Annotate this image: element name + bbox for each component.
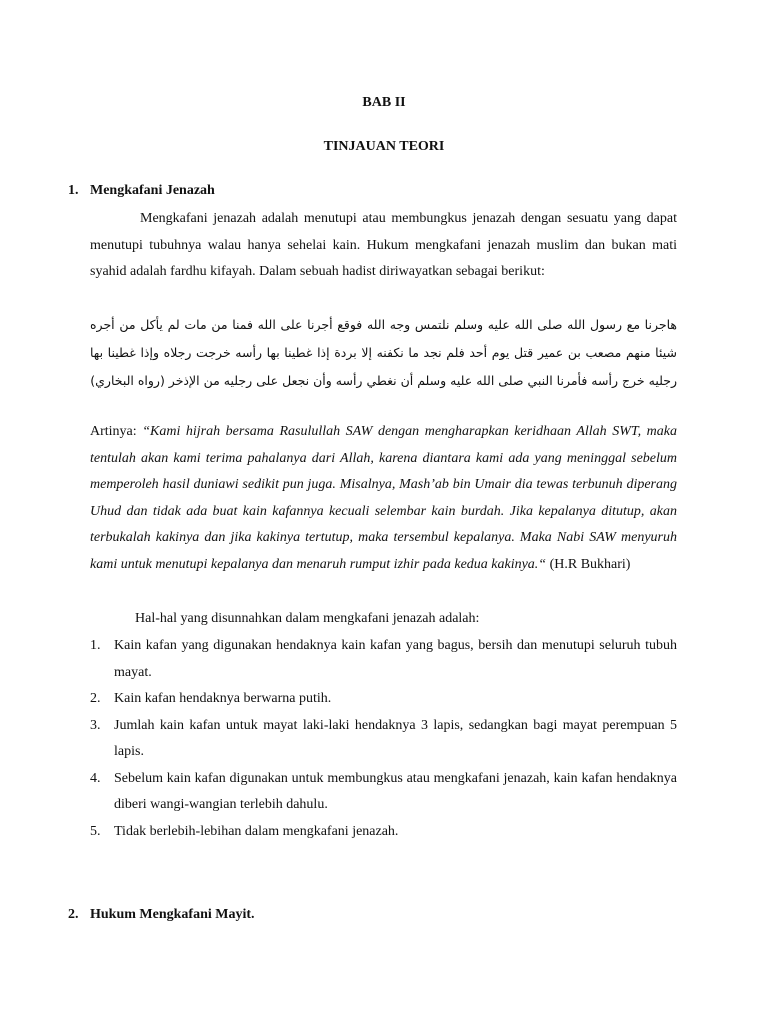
section-1-paragraph: Mengkafani jenazah adalah menutupi atau membungkus jenazah dengan sesuatu yang dapat menutupi tubuhnya walau hanya sehelai kain. Hukum mengkafani jenazah muslim dan bukan mati syahid adalah fardhu kifayah. Dalam sebuah hadist diriwayatkan sebagai berikut: <box>90 211 677 279</box>
chapter-number: BAB II <box>362 95 406 110</box>
chapter-title: TINJAUAN TEORI <box>323 139 445 154</box>
list-item: 4. Sebelum kain kafan digunakan untuk membungkus atau mengkafani jenazah, kain kafan hendaknya diberi wangi-wangian terlebih dahulu. <box>90 770 677 812</box>
section-2-title: Hukum Mengkafani Mayit. <box>90 907 255 922</box>
section-1-title: Mengkafani Jenazah <box>90 183 215 198</box>
list-item: 5. Tidak berlebih-lebihan dalam mengkafani jenazah. <box>90 823 399 839</box>
hadith-source: (H.R Bukhari) <box>546 556 631 572</box>
list-item: 2. Kain kafan hendaknya berwarna putih. <box>90 691 332 706</box>
hadith-translation <box>90 419 677 578</box>
hadith-arabic-text: هاجرنا مع رسول الله صلى الله عليه وسلم نلتمس وجه الله فوقع أجرنا على الله فمنا من مات لم يأكل من أجره شيئا منهم مصعب بن عمير قتل يوم أحد فلم نجد ما نكفنه إلا بردة إذا غطينا بها رأسه خرجت رجلاه وإذا غطينا بها رجليه خرج رأسه فأمرنا النبي صلى الله عليه وسلم أن نغطي رأسه وأن نجعل على رجليه من الإذخر (رواه البخاري) <box>90 317 677 388</box>
translation-label: Artinya: <box>90 424 137 439</box>
list-item: 1. Kain kafan yang digunakan hendaknya kain kafan yang bagus, bersih dan menutupi seluruh tubuh mayat. <box>90 638 677 680</box>
list-item: 3. Jumlah kain kafan untuk mayat laki-laki hendaknya 3 lapis, sedangkan bagi mayat perempuan 5 lapis. <box>90 717 677 759</box>
translation-text: “Kami hijrah bersama Rasulullah SAW dengan mengharapkan keridhaan Allah SWT, maka tentulah akan kami terima pahalanya dari Allah, karena diantara kami ada yang meninggal sebelum memperoleh hasil duniawi sedikit pun juga. Misalnya, Mash’ab bin Umair dia tewas terbunuh diperang Uhud dan tidak ada buat kain kafannya kecuali selembar kain burdah. Jika kepalanya ditutup, akan terbukalah kakinya dan jika kakinya tertutup, maka tersembul kepalanya. Maka Nabi SAW menyuruh kami untuk menutupi kepalanya dan menaruh rumput izhir pada kedua kakinya.“ <box>90 424 677 572</box>
list-intro: Hal-hal yang disunnahkan dalam mengkafani jenazah adalah: <box>135 611 480 626</box>
sunnah-list <box>90 633 677 845</box>
section-1-number: 1. <box>68 183 79 198</box>
section-2-number: 2. <box>68 907 79 922</box>
